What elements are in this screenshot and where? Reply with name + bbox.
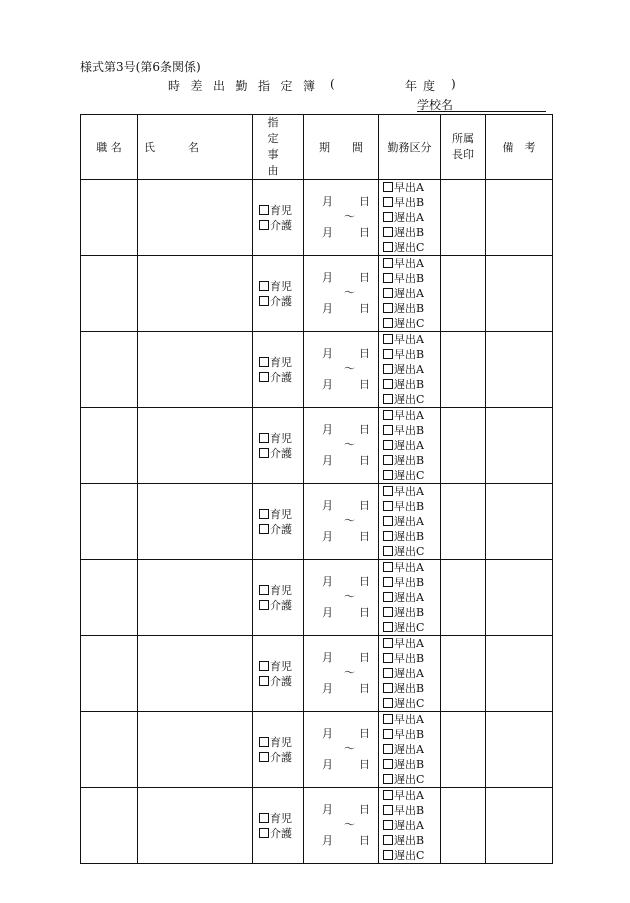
shift-option-early-a[interactable]: 早出A	[383, 484, 440, 499]
reason-option-childcare[interactable]: 育児	[259, 431, 303, 446]
reason-option-nursing-care[interactable]: 介護	[259, 218, 303, 233]
shift-option-late-b[interactable]: 遅出B	[383, 833, 440, 848]
remarks-cell[interactable]	[486, 408, 553, 484]
checkbox-icon	[259, 813, 269, 823]
end-day-label: 日	[359, 834, 370, 847]
principal-seal-cell[interactable]	[441, 408, 486, 484]
name-cell[interactable]	[138, 180, 253, 256]
start-day-label: 日	[359, 727, 370, 740]
checkbox-icon	[259, 205, 269, 215]
checkbox-icon	[259, 600, 269, 610]
table-row	[81, 256, 553, 332]
checkbox-icon	[383, 227, 393, 237]
checkbox-icon	[383, 820, 393, 830]
reason-cell	[253, 408, 304, 484]
shift-option-late-a[interactable]: 遅出A	[383, 818, 440, 833]
reason-cell	[253, 636, 304, 712]
start-month-label: 月	[322, 575, 333, 588]
checkbox-icon	[383, 850, 393, 860]
period-tilde: 〜	[344, 514, 355, 527]
checkbox-icon	[259, 828, 269, 838]
start-day-label: 日	[359, 271, 370, 284]
remarks-cell[interactable]	[486, 180, 553, 256]
position-cell[interactable]	[81, 484, 138, 560]
checkbox-icon	[383, 531, 393, 541]
name-cell[interactable]	[138, 484, 253, 560]
reason-option-childcare[interactable]: 育児	[259, 583, 303, 598]
checkbox-icon	[383, 273, 393, 283]
checkbox-icon	[383, 470, 393, 480]
shift-option-early-a[interactable]: 早出A	[383, 408, 440, 423]
reason-option-childcare[interactable]: 育児	[259, 507, 303, 522]
shift-option-late-a[interactable]: 遅出A	[383, 438, 440, 453]
shift-cell	[379, 256, 441, 332]
end-month-label: 月	[322, 302, 333, 315]
table-row	[81, 180, 553, 256]
shift-option-late-a[interactable]: 遅出A	[383, 362, 440, 377]
reason-option-childcare[interactable]: 育児	[259, 355, 303, 370]
reason-option-nursing-care[interactable]: 介護	[259, 750, 303, 765]
start-day-label: 日	[359, 651, 370, 664]
checkbox-icon	[383, 303, 393, 313]
reason-option-childcare[interactable]: 育児	[259, 735, 303, 750]
reason-option-nursing-care[interactable]: 介護	[259, 446, 303, 461]
shift-option-late-b[interactable]: 遅出B	[383, 225, 440, 240]
shift-option-late-c[interactable]: 遅出C	[383, 620, 440, 635]
reason-option-childcare[interactable]: 育児	[259, 203, 303, 218]
checkbox-icon	[383, 394, 393, 404]
checkbox-icon	[383, 516, 393, 526]
school-name-label: 学校名	[417, 98, 454, 112]
shift-option-late-a[interactable]: 遅出A	[383, 514, 440, 529]
name-cell[interactable]	[138, 332, 253, 408]
shift-option-late-c[interactable]: 遅出C	[383, 772, 440, 787]
checkbox-icon	[383, 714, 393, 724]
shift-option-early-a[interactable]: 早出A	[383, 636, 440, 651]
shift-option-late-a[interactable]: 遅出A	[383, 590, 440, 605]
checkbox-icon	[383, 790, 393, 800]
checkbox-icon	[383, 212, 393, 222]
checkbox-icon	[383, 774, 393, 784]
checkbox-icon	[383, 486, 393, 496]
shift-cell	[379, 180, 441, 256]
end-day-label: 日	[359, 682, 370, 695]
form-title: 時差出勤指定簿	[168, 79, 326, 93]
shift-option-early-b[interactable]: 早出B	[383, 575, 440, 590]
period-tilde: 〜	[344, 210, 355, 223]
checkbox-icon	[259, 524, 269, 534]
title-paren-close: )	[451, 77, 456, 91]
end-day-label: 日	[359, 378, 370, 391]
end-month-label: 月	[322, 758, 333, 771]
shift-option-early-b[interactable]: 早出B	[383, 195, 440, 210]
shift-option-early-a[interactable]: 早出A	[383, 788, 440, 803]
end-day-label: 日	[359, 226, 370, 239]
end-month-label: 月	[322, 378, 333, 391]
table-row	[81, 484, 553, 560]
reason-cell	[253, 332, 304, 408]
name-cell[interactable]	[138, 560, 253, 636]
shift-option-early-b[interactable]: 早出B	[383, 803, 440, 818]
designation-ledger-table	[80, 114, 553, 864]
checkbox-icon	[383, 759, 393, 769]
school-name-line[interactable]	[417, 111, 546, 112]
end-day-label: 日	[359, 606, 370, 619]
position-cell[interactable]	[81, 408, 138, 484]
end-day-label: 日	[359, 302, 370, 315]
period-cell[interactable]	[304, 636, 379, 712]
col-header-remarks: 備 考	[486, 115, 553, 180]
start-day-label: 日	[359, 575, 370, 588]
checkbox-icon	[383, 805, 393, 815]
end-month-label: 月	[322, 530, 333, 543]
reason-option-childcare[interactable]: 育児	[259, 659, 303, 674]
checkbox-icon	[383, 729, 393, 739]
remarks-cell[interactable]	[486, 560, 553, 636]
start-month-label: 月	[322, 651, 333, 664]
checkbox-icon	[383, 653, 393, 663]
shift-option-late-c[interactable]: 遅出C	[383, 316, 440, 331]
end-day-label: 日	[359, 758, 370, 771]
fiscal-year-label: 年度	[405, 79, 442, 93]
period-tilde: 〜	[344, 286, 355, 299]
end-month-label: 月	[322, 226, 333, 239]
start-day-label: 日	[359, 499, 370, 512]
position-cell[interactable]	[81, 636, 138, 712]
shift-option-late-b[interactable]: 遅出B	[383, 757, 440, 772]
shift-option-late-c[interactable]: 遅出C	[383, 544, 440, 559]
remarks-cell[interactable]	[486, 484, 553, 560]
start-month-label: 月	[322, 423, 333, 436]
end-month-label: 月	[322, 682, 333, 695]
period-tilde: 〜	[344, 818, 355, 831]
shift-cell	[379, 484, 441, 560]
checkbox-icon	[259, 357, 269, 367]
col-header-reason-line2: 事由	[267, 148, 293, 177]
end-month-label: 月	[322, 606, 333, 619]
principal-seal-cell[interactable]	[441, 332, 486, 408]
shift-option-late-c[interactable]: 遅出C	[383, 240, 440, 255]
checkbox-icon	[383, 242, 393, 252]
checkbox-icon	[383, 577, 393, 587]
checkbox-icon	[383, 425, 393, 435]
name-cell[interactable]	[138, 636, 253, 712]
checkbox-icon	[383, 288, 393, 298]
shift-cell	[379, 712, 441, 788]
shift-option-late-a[interactable]: 遅出A	[383, 666, 440, 681]
checkbox-icon	[383, 197, 393, 207]
checkbox-icon	[259, 509, 269, 519]
checkbox-icon	[383, 334, 393, 344]
reason-option-nursing-care[interactable]: 介護	[259, 370, 303, 385]
start-month-label: 月	[322, 499, 333, 512]
position-cell[interactable]	[81, 712, 138, 788]
position-cell[interactable]	[81, 256, 138, 332]
checkbox-icon	[259, 281, 269, 291]
period-cell[interactable]	[304, 484, 379, 560]
end-month-label: 月	[322, 834, 333, 847]
shift-option-late-b[interactable]: 遅出B	[383, 377, 440, 392]
shift-option-early-b[interactable]: 早出B	[383, 651, 440, 666]
checkbox-icon	[383, 683, 393, 693]
principal-seal-cell[interactable]	[441, 788, 486, 864]
shift-option-early-a[interactable]: 早出A	[383, 256, 440, 271]
start-month-label: 月	[322, 727, 333, 740]
shift-option-late-a[interactable]: 遅出A	[383, 742, 440, 757]
reason-cell	[253, 484, 304, 560]
checkbox-icon	[383, 546, 393, 556]
end-day-label: 日	[359, 530, 370, 543]
checkbox-icon	[259, 752, 269, 762]
checkbox-icon	[383, 698, 393, 708]
reason-cell	[253, 712, 304, 788]
checkbox-icon	[383, 668, 393, 678]
position-cell[interactable]	[81, 332, 138, 408]
start-day-label: 日	[359, 423, 370, 436]
checkbox-icon	[383, 440, 393, 450]
reason-option-childcare[interactable]: 育児	[259, 811, 303, 826]
period-tilde: 〜	[344, 742, 355, 755]
checkbox-icon	[383, 622, 393, 632]
col-header-reason	[253, 115, 304, 180]
name-cell[interactable]	[138, 712, 253, 788]
period-cell[interactable]	[304, 712, 379, 788]
table-row	[81, 712, 553, 788]
start-month-label: 月	[322, 195, 333, 208]
start-month-label: 月	[322, 271, 333, 284]
shift-option-early-a[interactable]: 早出A	[383, 712, 440, 727]
name-cell[interactable]	[138, 256, 253, 332]
reason-option-nursing-care[interactable]: 介護	[259, 598, 303, 613]
checkbox-icon	[259, 448, 269, 458]
reason-option-nursing-care[interactable]: 介護	[259, 522, 303, 537]
period-cell[interactable]	[304, 788, 379, 864]
period-cell[interactable]	[304, 180, 379, 256]
checkbox-icon	[383, 562, 393, 572]
shift-option-early-b[interactable]: 早出B	[383, 347, 440, 362]
reason-cell	[253, 180, 304, 256]
col-header-seal-line2: 長印	[452, 148, 474, 161]
remarks-cell[interactable]	[486, 256, 553, 332]
checkbox-icon	[383, 744, 393, 754]
name-cell[interactable]	[138, 788, 253, 864]
shift-option-early-b[interactable]: 早出B	[383, 271, 440, 286]
title-paren-open: (	[330, 77, 335, 91]
principal-seal-cell[interactable]	[441, 256, 486, 332]
position-cell[interactable]	[81, 788, 138, 864]
title-row	[0, 77, 630, 95]
checkbox-icon	[383, 379, 393, 389]
checkbox-icon	[383, 318, 393, 328]
table-body	[81, 180, 553, 864]
shift-option-late-c[interactable]: 遅出C	[383, 468, 440, 483]
reason-cell	[253, 256, 304, 332]
checkbox-icon	[383, 258, 393, 268]
end-month-label: 月	[322, 454, 333, 467]
shift-option-early-a[interactable]: 早出A	[383, 560, 440, 575]
period-cell[interactable]	[304, 560, 379, 636]
name-cell[interactable]	[138, 408, 253, 484]
remarks-cell[interactable]	[486, 788, 553, 864]
shift-cell	[379, 408, 441, 484]
start-day-label: 日	[359, 347, 370, 360]
reason-option-nursing-care[interactable]: 介護	[259, 826, 303, 841]
shift-option-late-c[interactable]: 遅出C	[383, 848, 440, 863]
checkbox-icon	[383, 835, 393, 845]
checkbox-icon	[383, 638, 393, 648]
position-cell[interactable]	[81, 180, 138, 256]
checkbox-icon	[259, 676, 269, 686]
shift-option-early-b[interactable]: 早出B	[383, 499, 440, 514]
col-header-seal-line1: 所属	[452, 132, 474, 145]
remarks-cell[interactable]	[486, 712, 553, 788]
end-day-label: 日	[359, 454, 370, 467]
principal-seal-cell[interactable]	[441, 560, 486, 636]
table-row	[81, 788, 553, 864]
table-row	[81, 332, 553, 408]
reason-option-nursing-care[interactable]: 介護	[259, 674, 303, 689]
remarks-cell[interactable]	[486, 332, 553, 408]
shift-option-late-b[interactable]: 遅出B	[383, 529, 440, 544]
reason-option-childcare[interactable]: 育児	[259, 279, 303, 294]
shift-option-late-c[interactable]: 遅出C	[383, 392, 440, 407]
period-cell[interactable]	[304, 408, 379, 484]
start-day-label: 日	[359, 803, 370, 816]
period-tilde: 〜	[344, 666, 355, 679]
period-tilde: 〜	[344, 590, 355, 603]
period-cell[interactable]	[304, 256, 379, 332]
col-header-reason-line1: 指定	[267, 116, 293, 145]
position-cell[interactable]	[81, 560, 138, 636]
checkbox-icon	[259, 661, 269, 671]
checkbox-icon	[383, 607, 393, 617]
shift-option-late-b[interactable]: 遅出B	[383, 301, 440, 316]
checkbox-icon	[259, 433, 269, 443]
checkbox-icon	[259, 737, 269, 747]
principal-seal-cell[interactable]	[441, 484, 486, 560]
period-tilde: 〜	[344, 438, 355, 451]
shift-option-late-a[interactable]: 遅出A	[383, 286, 440, 301]
reason-option-nursing-care[interactable]: 介護	[259, 294, 303, 309]
shift-cell	[379, 636, 441, 712]
checkbox-icon	[383, 182, 393, 192]
table-row	[81, 408, 553, 484]
shift-option-late-c[interactable]: 遅出C	[383, 696, 440, 711]
start-month-label: 月	[322, 803, 333, 816]
checkbox-icon	[383, 501, 393, 511]
start-day-label: 日	[359, 195, 370, 208]
start-month-label: 月	[322, 347, 333, 360]
checkbox-icon	[383, 364, 393, 374]
shift-option-early-a[interactable]: 早出A	[383, 180, 440, 195]
col-header-shift: 勤務区分	[379, 115, 441, 180]
checkbox-icon	[259, 585, 269, 595]
checkbox-icon	[259, 372, 269, 382]
shift-cell	[379, 560, 441, 636]
principal-seal-cell[interactable]	[441, 712, 486, 788]
form-number: 様式第3号(第6条関係)	[80, 60, 201, 74]
shift-option-early-b[interactable]: 早出B	[383, 423, 440, 438]
table-header-row	[81, 115, 553, 180]
principal-seal-cell[interactable]	[441, 636, 486, 712]
remarks-cell[interactable]	[486, 636, 553, 712]
col-header-period: 期 間	[304, 115, 379, 180]
col-header-seal	[441, 115, 486, 180]
shift-option-late-b[interactable]: 遅出B	[383, 453, 440, 468]
shift-cell	[379, 332, 441, 408]
table-row	[81, 636, 553, 712]
checkbox-icon	[259, 296, 269, 306]
table-row	[81, 560, 553, 636]
col-header-position: 職 名	[81, 115, 138, 180]
period-cell[interactable]	[304, 332, 379, 408]
checkbox-icon	[383, 410, 393, 420]
shift-option-early-a[interactable]: 早出A	[383, 332, 440, 347]
shift-option-late-a[interactable]: 遅出A	[383, 210, 440, 225]
shift-option-early-b[interactable]: 早出B	[383, 727, 440, 742]
checkbox-icon	[383, 349, 393, 359]
principal-seal-cell[interactable]	[441, 180, 486, 256]
shift-option-late-b[interactable]: 遅出B	[383, 681, 440, 696]
period-tilde: 〜	[344, 362, 355, 375]
shift-option-late-b[interactable]: 遅出B	[383, 605, 440, 620]
reason-cell	[253, 788, 304, 864]
col-header-name: 氏 名	[138, 115, 253, 180]
checkbox-icon	[383, 455, 393, 465]
checkbox-icon	[259, 220, 269, 230]
reason-cell	[253, 560, 304, 636]
shift-cell	[379, 788, 441, 864]
checkbox-icon	[383, 592, 393, 602]
